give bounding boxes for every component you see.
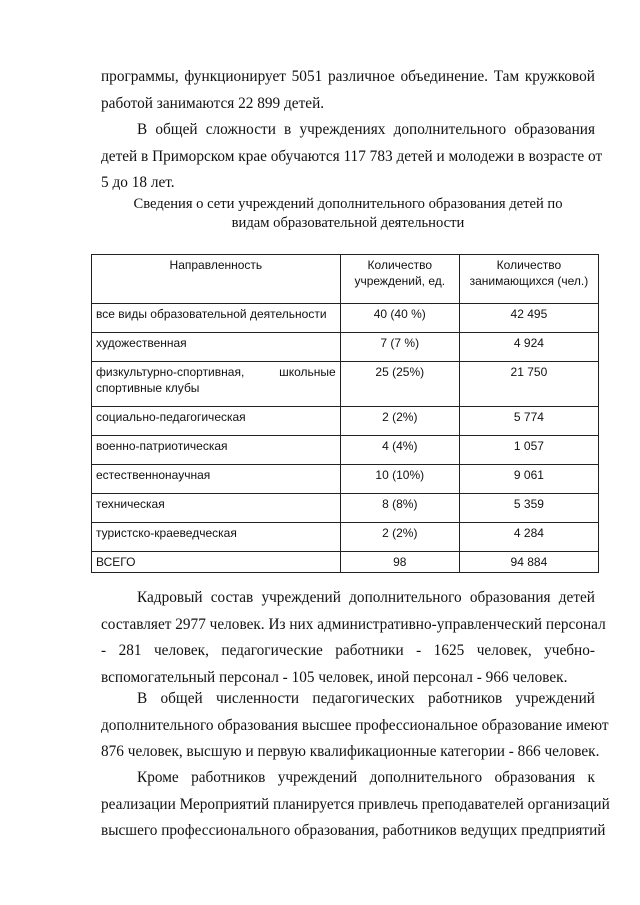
table-total-row <box>92 552 599 573</box>
table-row <box>92 333 599 362</box>
text-line: детей в Приморском крае обучаются 117 783 детей и молодежи в возрасте от <box>101 147 603 165</box>
table-header-row <box>92 255 599 304</box>
cell-participants: 1 057 <box>459 436 598 465</box>
recruitment-paragraph <box>101 765 610 845</box>
cell-participants: 5 774 <box>459 407 598 436</box>
cell-institutions: 25 (25%) <box>340 362 459 407</box>
caption-line: Сведения о сети учреждений дополнительного образования детей по <box>133 196 563 212</box>
header-direction: Направленность <box>92 255 341 304</box>
table-row <box>92 362 599 407</box>
institutions-table <box>91 254 599 573</box>
text-line: составляет 2977 человек. Из них административно-управленческий персонал <box>101 615 606 633</box>
cell-institutions: 40 (40 %) <box>340 304 459 333</box>
cell-institutions: 98 <box>340 552 459 573</box>
text-line: работой занимаются 22 899 детей. <box>101 94 325 112</box>
cell-direction-part: физкультурно-спортивная, <box>96 365 245 379</box>
cell-institutions: 4 (4%) <box>340 436 459 465</box>
text-line: программы, функционирует 5051 различное объединение. Там кружковой <box>101 68 595 85</box>
cell-direction: художественная <box>92 333 341 362</box>
table-row <box>92 494 599 523</box>
cell-participants: 4 284 <box>459 523 598 552</box>
cell-direction <box>92 362 341 407</box>
cell-institutions: 8 (8%) <box>340 494 459 523</box>
text-line: 876 человек, высшую и первую квалификационные категории - 866 человек. <box>101 743 600 760</box>
caption-line: видам образовательной деятельности <box>231 215 465 231</box>
qualification-paragraph <box>101 686 609 766</box>
cell-direction: ВСЕГО <box>92 552 341 573</box>
top-paragraph <box>101 64 595 117</box>
header-participants: Количество занимающихся (чел.) <box>459 255 598 304</box>
header-institutions: Количество учреждений, ед. <box>340 255 459 304</box>
text-line: высшего профессионального образования, работников ведущих предприятий <box>101 822 606 839</box>
cell-institutions: 10 (10%) <box>340 465 459 494</box>
staff-paragraph <box>101 585 606 691</box>
total-paragraph <box>101 117 603 197</box>
cell-participants: 21 750 <box>459 362 598 407</box>
cell-direction: военно-патриотическая <box>92 436 341 465</box>
table-row <box>92 304 599 333</box>
cell-direction: все виды образовательной деятельности <box>92 304 341 333</box>
text-line: В общей численности педагогических работников учреждений <box>137 690 595 707</box>
cell-institutions: 2 (2%) <box>340 523 459 552</box>
cell-participants: 9 061 <box>459 465 598 494</box>
cell-institutions: 7 (7 %) <box>340 333 459 362</box>
cell-participants: 94 884 <box>459 552 598 573</box>
text-line: Кадровый состав учреждений дополнительного образования детей <box>137 589 595 606</box>
text-line: Кроме работников учреждений дополнительного образования к <box>137 769 595 786</box>
cell-direction: естественнонаучная <box>92 465 341 494</box>
table-row <box>92 407 599 436</box>
text-line: 5 до 18 лет. <box>101 174 175 191</box>
text-line: вспомогательный персонал - 105 человек, иной персонал - 966 человек. <box>101 668 568 686</box>
text-line: В общей сложности в учреждениях дополнительного образования <box>137 121 595 138</box>
table-caption <box>101 195 595 233</box>
cell-direction: техническая <box>92 494 341 523</box>
cell-participants: 4 924 <box>459 333 598 362</box>
cell-direction: социально-педагогическая <box>92 407 341 436</box>
cell-direction-part: школьные <box>279 365 336 379</box>
table-row <box>92 465 599 494</box>
table-row <box>92 523 599 552</box>
text-line: - 281 человек, педагогические работники - 1625 человек, учебно- <box>101 642 595 659</box>
cell-direction: туристско-краеведческая <box>92 523 341 552</box>
text-line: реализации Мероприятий планируется привлечь преподавателей организаций <box>101 795 610 813</box>
table-row <box>92 436 599 465</box>
cell-institutions: 2 (2%) <box>340 407 459 436</box>
text-line: дополнительного образования высшее профессиональное образование имеют <box>101 716 609 734</box>
cell-participants: 5 359 <box>459 494 598 523</box>
cell-participants: 42 495 <box>459 304 598 333</box>
cell-direction-part: спортивные клубы <box>96 381 200 395</box>
